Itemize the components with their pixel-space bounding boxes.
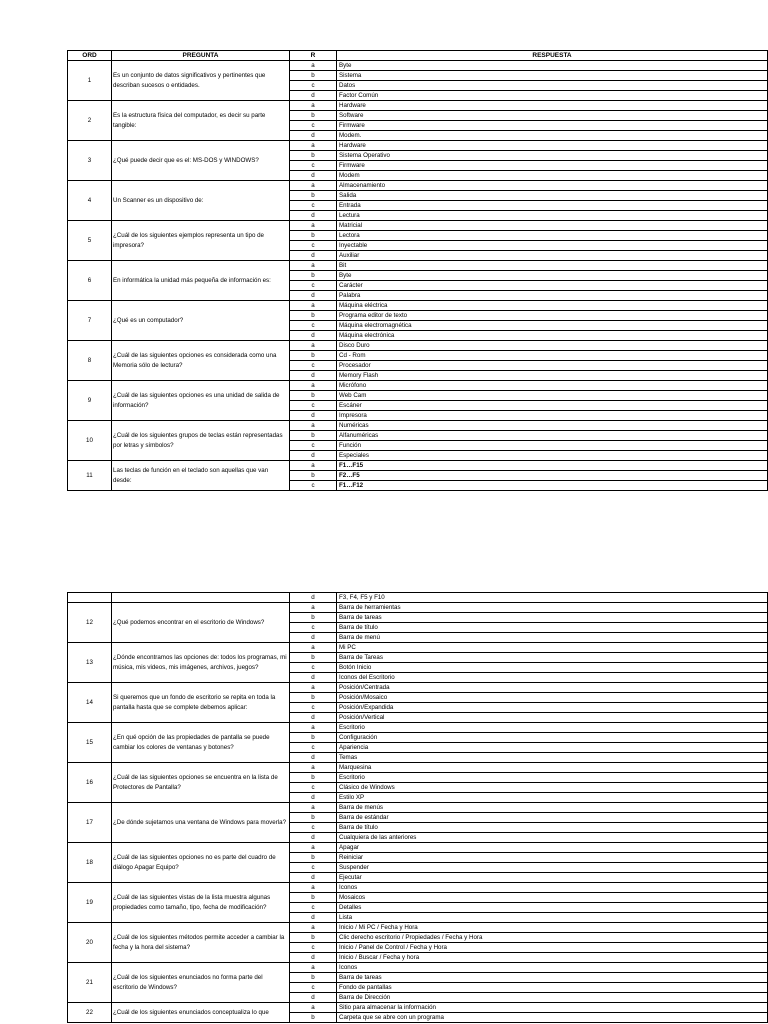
- option-letter: d: [290, 673, 337, 683]
- option-letter: b: [290, 151, 337, 161]
- question-text: ¿Cuál de los siguientes enunciados no forma parte del escritorio de Windows?: [112, 963, 290, 1003]
- option-answer: Barra de menús: [337, 803, 768, 813]
- option-answer: Palabra: [337, 291, 768, 301]
- option-row: [68, 643, 768, 653]
- option-letter: a: [290, 963, 337, 973]
- option-answer: Máquina electrónica: [337, 331, 768, 341]
- question-number: 17: [68, 803, 112, 843]
- option-row: [68, 181, 768, 191]
- option-row: [68, 603, 768, 613]
- question-number: 1: [68, 61, 112, 101]
- option-letter: a: [290, 1003, 337, 1013]
- question-text: ¿De dónde sujetamos una ventana de Windows para moverla?: [112, 803, 290, 843]
- option-letter: b: [290, 431, 337, 441]
- option-answer: Almacenamiento: [337, 181, 768, 191]
- question-text: Si queremos que un fondo de escritorio se repita en toda la pantalla hasta que se complete debemos aplicar:: [112, 683, 290, 723]
- question-text: ¿En qué opción de las propiedades de pantalla se puede cambiar los colores de ventanas y botones?: [112, 723, 290, 763]
- option-letter: b: [290, 231, 337, 241]
- option-row: [68, 301, 768, 311]
- option-answer: Estilo XP: [337, 793, 768, 803]
- option-answer: Procesador: [337, 361, 768, 371]
- option-answer: Detalles: [337, 903, 768, 913]
- option-answer: Hardware: [337, 101, 768, 111]
- option-row: [68, 843, 768, 853]
- option-answer: Barra de estándar: [337, 813, 768, 823]
- option-answer: Botón Inicio: [337, 663, 768, 673]
- option-letter: c: [290, 823, 337, 833]
- option-letter: d: [290, 793, 337, 803]
- option-letter: b: [290, 773, 337, 783]
- question-text: ¿Qué es un computador?: [112, 301, 290, 341]
- question-number: 8: [68, 341, 112, 381]
- option-answer: Entrada: [337, 201, 768, 211]
- option-answer: Posición/Expandida: [337, 703, 768, 713]
- question-text: Un Scanner es un dispositivo de:: [112, 181, 290, 221]
- option-row: [68, 221, 768, 231]
- option-answer: Posición/Centrada: [337, 683, 768, 693]
- option-letter: a: [290, 461, 337, 471]
- question-number: 3: [68, 141, 112, 181]
- option-letter: a: [290, 883, 337, 893]
- option-letter: d: [290, 913, 337, 923]
- option-letter: a: [290, 763, 337, 773]
- option-answer: Marquesina: [337, 763, 768, 773]
- option-letter: d: [290, 753, 337, 763]
- question-number: 5: [68, 221, 112, 261]
- option-answer: Disco Duro: [337, 341, 768, 351]
- option-answer: Función: [337, 441, 768, 451]
- option-answer: Barra de Dirección: [337, 993, 768, 1003]
- option-answer: Escritorio: [337, 723, 768, 733]
- option-letter: d: [290, 873, 337, 883]
- question-text: ¿Cuál de los siguientes enunciados conceptualiza lo que: [112, 1003, 290, 1023]
- option-answer: F3, F4, F5 y F10: [337, 593, 768, 603]
- option-answer: Barra de menú: [337, 633, 768, 643]
- option-letter: a: [290, 643, 337, 653]
- option-letter: b: [290, 733, 337, 743]
- question-text: ¿Cuál de las siguientes opciones se encuentra en la lista de Protectores de Pantalla?: [112, 763, 290, 803]
- quiz-table-page-1: [67, 50, 768, 491]
- option-answer: Cualquiera de las anteriores: [337, 833, 768, 843]
- question-number: 16: [68, 763, 112, 803]
- option-letter: d: [290, 211, 337, 221]
- option-answer: Numéricas: [337, 421, 768, 431]
- option-answer: Posición/Vertical: [337, 713, 768, 723]
- option-answer: Fondo de pantallas: [337, 983, 768, 993]
- option-answer: Barra de título: [337, 823, 768, 833]
- option-letter: c: [290, 201, 337, 211]
- option-letter: b: [290, 693, 337, 703]
- option-letter: a: [290, 261, 337, 271]
- option-letter: d: [290, 953, 337, 963]
- option-letter: a: [290, 923, 337, 933]
- option-answer: F1…F15: [337, 461, 768, 471]
- option-letter: a: [290, 341, 337, 351]
- option-row: [68, 381, 768, 391]
- option-row: [68, 763, 768, 773]
- option-letter: c: [290, 361, 337, 371]
- option-letter: a: [290, 803, 337, 813]
- option-letter: a: [290, 381, 337, 391]
- question-text: ¿Cuál de los siguientes grupos de teclas están representadas por letras y símbolos?: [112, 421, 290, 461]
- question-text-continued: [112, 593, 290, 603]
- question-number: 19: [68, 883, 112, 923]
- question-text: Es un conjunto de datos significativos y pertinentes que describan sucesos o entidades.: [112, 61, 290, 101]
- question-number: 2: [68, 101, 112, 141]
- question-number: 20: [68, 923, 112, 963]
- option-letter: d: [290, 411, 337, 421]
- option-answer: Memory Flash: [337, 371, 768, 381]
- option-answer: Byte: [337, 61, 768, 71]
- option-answer: Modem.: [337, 131, 768, 141]
- option-row: [68, 341, 768, 351]
- option-letter: a: [290, 181, 337, 191]
- option-letter: b: [290, 271, 337, 281]
- option-row: [68, 61, 768, 71]
- option-letter: c: [290, 903, 337, 913]
- option-answer: Lista: [337, 913, 768, 923]
- header-question: PREGUNTA: [112, 51, 290, 61]
- option-row: [68, 461, 768, 471]
- option-letter: c: [290, 441, 337, 451]
- option-row: [68, 803, 768, 813]
- option-answer: Carácter: [337, 281, 768, 291]
- option-letter: c: [290, 161, 337, 171]
- option-letter: c: [290, 281, 337, 291]
- option-letter: d: [290, 171, 337, 181]
- option-answer: Máquina electromagnética: [337, 321, 768, 331]
- option-letter: c: [290, 121, 337, 131]
- option-row: [68, 141, 768, 151]
- option-answer: Posición/Mosaico: [337, 693, 768, 703]
- question-number: 11: [68, 461, 112, 491]
- option-answer: Inicio / Buscar / Fecha y hora: [337, 953, 768, 963]
- option-letter: b: [290, 973, 337, 983]
- option-letter: b: [290, 813, 337, 823]
- option-letter: d: [290, 593, 337, 603]
- option-answer: Sistema Operativo: [337, 151, 768, 161]
- option-letter: a: [290, 141, 337, 151]
- option-answer: Máquina eléctrica: [337, 301, 768, 311]
- option-letter: d: [290, 91, 337, 101]
- option-answer: Clásico de Windows: [337, 783, 768, 793]
- header-answer: RESPUESTA: [337, 51, 768, 61]
- option-letter: b: [290, 933, 337, 943]
- option-answer: Web Cam: [337, 391, 768, 401]
- option-letter: b: [290, 71, 337, 81]
- option-letter: c: [290, 943, 337, 953]
- option-answer: Micrófono: [337, 381, 768, 391]
- option-answer: Mi PC: [337, 643, 768, 653]
- option-answer: Barra de tareas: [337, 613, 768, 623]
- question-text: En informática la unidad más pequeña de información es:: [112, 261, 290, 301]
- option-letter: b: [290, 391, 337, 401]
- option-answer: Firmware: [337, 121, 768, 131]
- option-row: [68, 421, 768, 431]
- option-letter: d: [290, 833, 337, 843]
- option-letter: c: [290, 481, 337, 491]
- option-row: [68, 261, 768, 271]
- option-letter: d: [290, 331, 337, 341]
- question-number: 10: [68, 421, 112, 461]
- option-answer: Barra de tareas: [337, 973, 768, 983]
- option-letter: b: [290, 613, 337, 623]
- quiz-table-page-2: [67, 592, 768, 1023]
- question-text: ¿Cuál de los siguientes métodos permite acceder a cambiar la fecha y la hora del sistema?: [112, 923, 290, 963]
- option-answer: Datos: [337, 81, 768, 91]
- question-number: 13: [68, 643, 112, 683]
- option-answer: Configuración: [337, 733, 768, 743]
- question-number: 15: [68, 723, 112, 763]
- option-answer: Iconos del Escritorio: [337, 673, 768, 683]
- question-number: 18: [68, 843, 112, 883]
- question-text: ¿Cuál de los siguientes ejemplos representa un tipo de impresora?: [112, 221, 290, 261]
- option-answer: Inicio / Mi PC / Fecha y Hora: [337, 923, 768, 933]
- question-number: 12: [68, 603, 112, 643]
- question-number: 7: [68, 301, 112, 341]
- option-letter: b: [290, 351, 337, 361]
- option-letter: c: [290, 401, 337, 411]
- option-answer: Matricial: [337, 221, 768, 231]
- continuation-row: [68, 593, 768, 603]
- option-letter: b: [290, 311, 337, 321]
- question-text: ¿Cuál de las siguientes vistas de la lista muestra algunas propiedades como tamaño, tipo, fecha de modificación?: [112, 883, 290, 923]
- option-answer: Apariencia: [337, 743, 768, 753]
- option-answer: Inyectable: [337, 241, 768, 251]
- option-letter: b: [290, 653, 337, 663]
- question-number-continued: [68, 593, 112, 603]
- option-letter: a: [290, 221, 337, 231]
- question-number: 21: [68, 963, 112, 1003]
- question-number: 22: [68, 1003, 112, 1023]
- question-number: 6: [68, 261, 112, 301]
- option-letter: c: [290, 703, 337, 713]
- option-letter: a: [290, 843, 337, 853]
- option-row: [68, 963, 768, 973]
- question-text: ¿Dónde encontramos las opciones de: todos los programas, mi música, mis videos, mis imágenes, archivos, juegos?: [112, 643, 290, 683]
- option-letter: c: [290, 81, 337, 91]
- option-letter: b: [290, 471, 337, 481]
- option-answer: Auxiliar: [337, 251, 768, 261]
- option-answer: Programa editor de texto: [337, 311, 768, 321]
- option-letter: a: [290, 301, 337, 311]
- option-letter: b: [290, 111, 337, 121]
- option-answer: Lectora: [337, 231, 768, 241]
- option-letter: c: [290, 623, 337, 633]
- header-row: [68, 51, 768, 61]
- option-answer: Software: [337, 111, 768, 121]
- option-answer: Temas: [337, 753, 768, 763]
- question-text: Es la estructura física del computador, es decir su parte tangible:: [112, 101, 290, 141]
- option-answer: Suspender: [337, 863, 768, 873]
- option-answer: Impresora: [337, 411, 768, 421]
- option-letter: d: [290, 371, 337, 381]
- question-text: ¿Cuál de las siguientes opciones es considerada como una Memoria sólo de lectura?: [112, 341, 290, 381]
- quiz-body-page-2: [68, 593, 768, 1023]
- option-answer: Sistema: [337, 71, 768, 81]
- option-answer: Iconos: [337, 963, 768, 973]
- option-letter: a: [290, 603, 337, 613]
- question-number: 4: [68, 181, 112, 221]
- option-letter: b: [290, 853, 337, 863]
- header-r: R: [290, 51, 337, 61]
- option-answer: F2…F5: [337, 471, 768, 481]
- option-answer: Factor Común: [337, 91, 768, 101]
- question-text: Las teclas de función en el teclado son aquellas que van desde:: [112, 461, 290, 491]
- option-answer: F1…F12: [337, 481, 768, 491]
- option-answer: Apagar: [337, 843, 768, 853]
- option-letter: b: [290, 191, 337, 201]
- option-letter: a: [290, 61, 337, 71]
- option-letter: c: [290, 321, 337, 331]
- option-letter: c: [290, 863, 337, 873]
- option-answer: Iconos: [337, 883, 768, 893]
- option-answer: Escáner: [337, 401, 768, 411]
- option-letter: c: [290, 983, 337, 993]
- option-answer: Modem: [337, 171, 768, 181]
- option-answer: Inicio / Panel de Control / Fecha y Hora: [337, 943, 768, 953]
- option-row: [68, 923, 768, 933]
- option-answer: Carpeta que se abre con un programa: [337, 1013, 768, 1023]
- option-answer: Sitio para almacenar la información: [337, 1003, 768, 1013]
- option-answer: Bit: [337, 261, 768, 271]
- option-letter: c: [290, 783, 337, 793]
- option-letter: a: [290, 723, 337, 733]
- option-letter: a: [290, 101, 337, 111]
- option-answer: Especiales: [337, 451, 768, 461]
- option-row: [68, 101, 768, 111]
- option-answer: Alfanuméricas: [337, 431, 768, 441]
- option-letter: a: [290, 421, 337, 431]
- option-answer: Salida: [337, 191, 768, 201]
- option-row: [68, 723, 768, 733]
- option-letter: c: [290, 663, 337, 673]
- option-letter: d: [290, 993, 337, 1003]
- quiz-body-page-1: [68, 61, 768, 491]
- option-answer: Byte: [337, 271, 768, 281]
- option-answer: Firmware: [337, 161, 768, 171]
- option-letter: b: [290, 893, 337, 903]
- option-answer: Clic derecho escritorio / Propiedades / Fecha y Hora: [337, 933, 768, 943]
- option-letter: a: [290, 683, 337, 693]
- option-answer: Reiniciar: [337, 853, 768, 863]
- option-answer: Mosaicos: [337, 893, 768, 903]
- option-answer: Cd - Rom: [337, 351, 768, 361]
- option-letter: d: [290, 251, 337, 261]
- option-answer: Hardware: [337, 141, 768, 151]
- option-letter: d: [290, 291, 337, 301]
- question-number: 14: [68, 683, 112, 723]
- option-answer: Ejecutar: [337, 873, 768, 883]
- option-row: [68, 1003, 768, 1013]
- option-letter: c: [290, 241, 337, 251]
- option-row: [68, 683, 768, 693]
- question-text: ¿Qué podemos encontrar en el escritorio de Windows?: [112, 603, 290, 643]
- header-ord: ORD: [68, 51, 112, 61]
- option-letter: d: [290, 131, 337, 141]
- option-letter: c: [290, 743, 337, 753]
- option-answer: Lectura: [337, 211, 768, 221]
- option-letter: d: [290, 451, 337, 461]
- question-text: ¿Qué puede decir que es el: MS-DOS y WINDOWS?: [112, 141, 290, 181]
- option-row: [68, 883, 768, 893]
- option-letter: d: [290, 713, 337, 723]
- question-text: ¿Cuál de las siguientes opciones es una unidad de salida de información?: [112, 381, 290, 421]
- option-letter: d: [290, 633, 337, 643]
- option-answer: Escritorio: [337, 773, 768, 783]
- question-text: ¿Cuál de las siguientes opciones no es parte del cuadro de diálogo Apagar Equipo?: [112, 843, 290, 883]
- option-answer: Barra de herramientas: [337, 603, 768, 613]
- option-answer: Barra de título: [337, 623, 768, 633]
- option-answer: Barra de Tareas: [337, 653, 768, 663]
- option-letter: b: [290, 1013, 337, 1023]
- question-number: 9: [68, 381, 112, 421]
